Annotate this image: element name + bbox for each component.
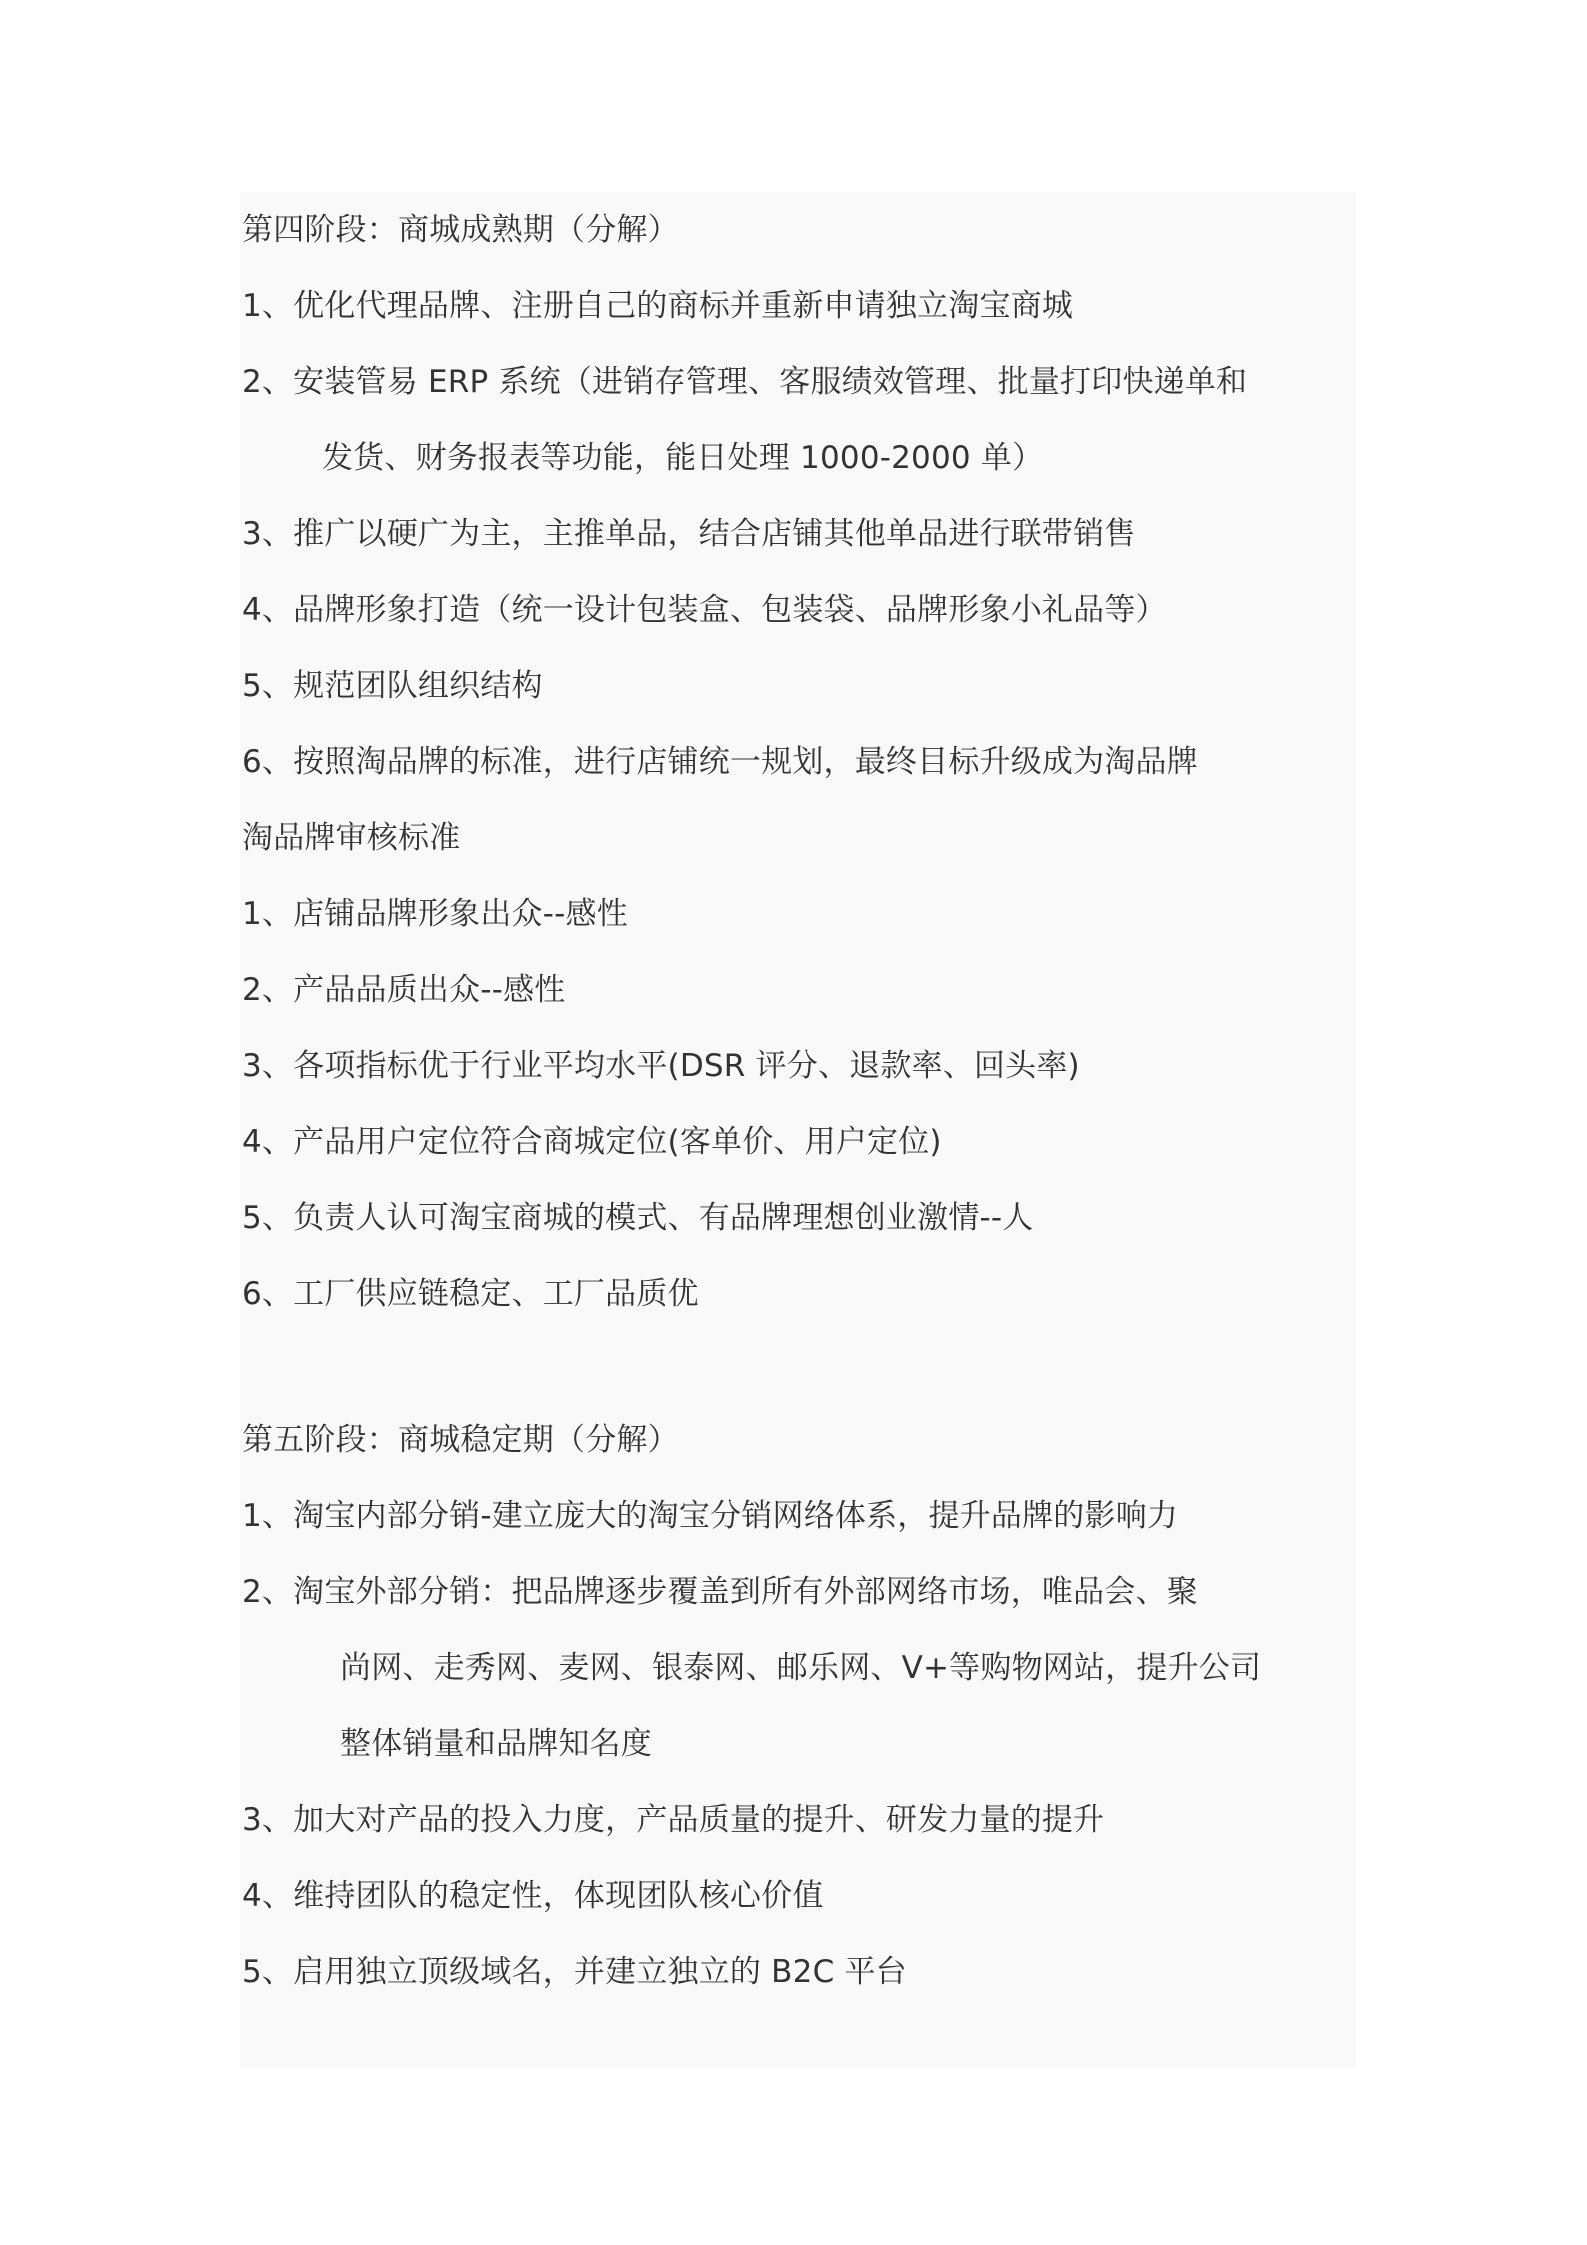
criteria-heading: 淘品牌审核标准	[242, 820, 461, 856]
criteria-item-5: 5、负责人认可淘宝商城的模式、有品牌理想创业激情--人	[242, 1200, 1034, 1236]
section-5-item-1: 1、淘宝内部分销-建立庞大的淘宝分销网络体系，提升品牌的影响力	[242, 1498, 1179, 1534]
section-4-heading: 第四阶段：商城成熟期（分解）	[242, 212, 679, 248]
section-4-item-5: 5、规范团队组织结构	[242, 668, 543, 704]
section-5-item-2-cont-2: 整体销量和品牌知名度	[340, 1726, 652, 1762]
section-4-item-4: 4、品牌形象打造（统一设计包装盒、包装袋、品牌形象小礼品等）	[242, 592, 1167, 628]
section-5-item-3: 3、加大对产品的投入力度，产品质量的提升、研发力量的提升	[242, 1802, 1105, 1838]
criteria-item-1: 1、店铺品牌形象出众--感性	[242, 896, 628, 932]
section-4-item-2-cont: 发货、财务报表等功能，能日处理 1000-2000 单）	[322, 440, 1044, 476]
criteria-item-4: 4、产品用户定位符合商城定位(客单价、用户定位)	[242, 1124, 942, 1160]
section-5-item-4: 4、维持团队的稳定性，体现团队核心价值	[242, 1878, 824, 1914]
section-4-item-2: 2、安装管易 ERP 系统（进销存管理、客服绩效管理、批量打印快递单和	[242, 364, 1248, 400]
section-4-item-1: 1、优化代理品牌、注册自己的商标并重新申请独立淘宝商城	[242, 288, 1074, 324]
section-4-item-6: 6、按照淘品牌的标准，进行店铺统一规划，最终目标升级成为淘品牌	[242, 744, 1198, 780]
section-4-item-3: 3、推广以硬广为主，主推单品，结合店铺其他单品进行联带销售	[242, 516, 1136, 552]
section-5-item-2-cont-1: 尚网、走秀网、麦网、银泰网、邮乐网、V+等购物网站，提升公司	[340, 1650, 1262, 1686]
section-5-heading: 第五阶段：商城稳定期（分解）	[242, 1422, 679, 1458]
section-5-item-5: 5、启用独立顶级域名，并建立独立的 B2C 平台	[242, 1954, 907, 1990]
criteria-item-3: 3、各项指标优于行业平均水平(DSR 评分、退款率、回头率)	[242, 1048, 1080, 1084]
criteria-item-2: 2、产品品质出众--感性	[242, 972, 566, 1008]
section-5-item-2: 2、淘宝外部分销：把品牌逐步覆盖到所有外部网络市场，唯品会、聚	[242, 1574, 1198, 1610]
criteria-item-6: 6、工厂供应链稳定、工厂品质优	[242, 1276, 699, 1312]
